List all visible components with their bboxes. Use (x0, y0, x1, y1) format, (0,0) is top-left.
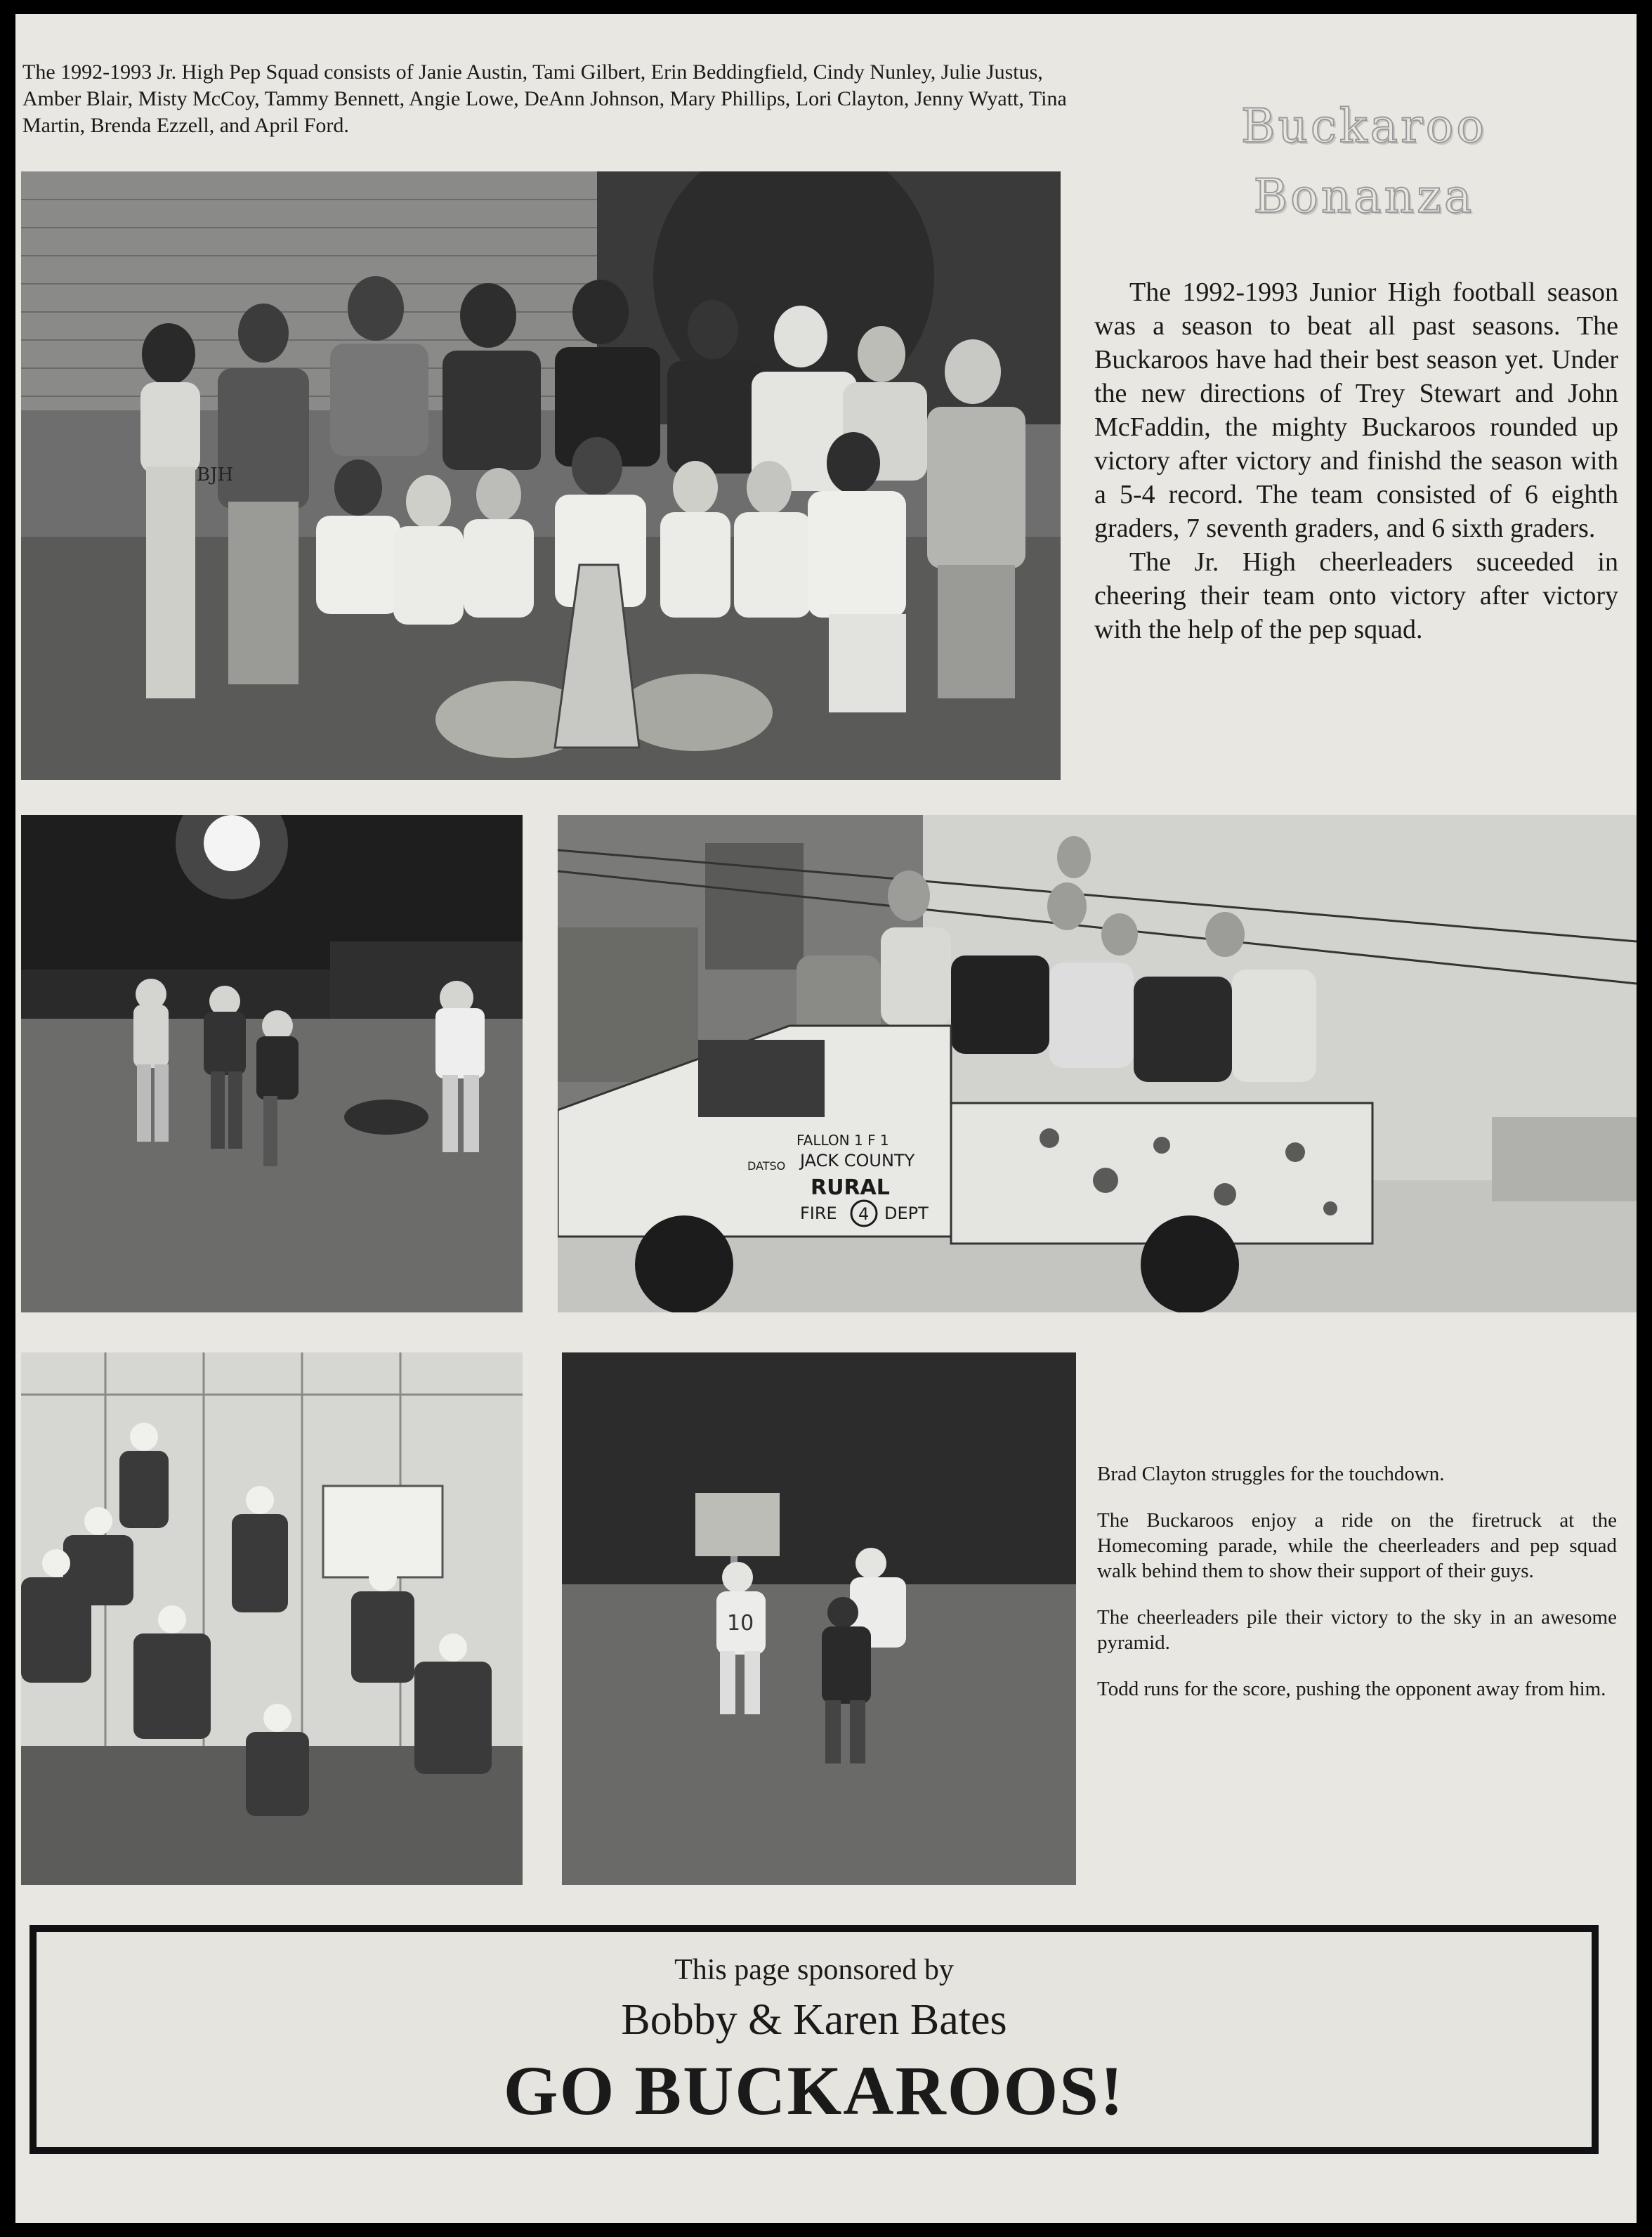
truck-brand: DATSO (747, 1159, 786, 1173)
page-title (1153, 91, 1575, 232)
title-line-1: Buckaroo (1240, 99, 1488, 153)
sponsor-intro: This page sponsored by (674, 1954, 954, 1986)
truck-text-1: FALLON 1 F 1 (796, 1132, 889, 1149)
shirt-letters: BJH (197, 464, 234, 485)
photo-captions (1097, 1461, 1617, 1723)
story-paragraph-2: The Jr. High cheerleaders suceeded in cheering their team onto victory after victory with the help of the pep squad. (1094, 547, 1618, 644)
caption-2: The Buckaroos enjoy a ride on the firetruck at the Homecoming parade, while the cheerleaders and pep squad walk behind them to show their support of their guys. (1097, 1509, 1617, 1582)
football-run-photo (562, 1352, 1076, 1885)
pep-squad-caption: The 1992-1993 Jr. High Pep Squad consists of Janie Austin, Tami Gilbert, Erin Beddingfield, Cindy Nunley, Julie Justus, Amber Blair, Misty McCoy, Tammy Bennett, Angie Lowe, DeAnn Johnson, Mary Phillips, Lori Clayton, Jenny Wyatt, Tina Martin, Brenda Ezzell, and April Ford. (22, 60, 1067, 137)
truck-text-4: FIRE (800, 1204, 837, 1223)
truck-text-5: DEPT (884, 1204, 929, 1223)
truck-text-2: JACK COUNTY (800, 1151, 915, 1170)
sponsor-box (29, 1925, 1599, 2154)
yearbook-page (15, 14, 1637, 2223)
firetruck-photo (558, 815, 1637, 1312)
story-text (1094, 275, 1618, 646)
jersey-number: 10 (727, 1611, 754, 1636)
sponsor-slogan: GO BUCKAROOS! (503, 2052, 1125, 2130)
caption-3: The cheerleaders pile their victory to the sky in an awesome pyramid. (1097, 1606, 1617, 1654)
truck-text-number: 4 (858, 1204, 870, 1224)
caption-1: Brad Clayton struggles for the touchdown. (1097, 1463, 1445, 1485)
sponsor-name: Bobby & Karen Bates (621, 1996, 1007, 2044)
caption-4: Todd runs for the score, pushing the opponent away from him. (1097, 1678, 1606, 1700)
title-line-2: Bonanza (1253, 169, 1475, 223)
story-paragraph-1: The 1992-1993 Junior High football season was a season to beat all past seasons. The Buckaroos have had their best season yet. Under the new directions of Trey Stewart and John McFaddin, the mighty Buckaroos rounded up victory after victory and finishd the season with a 5-4 record. The team consisted of 6 eighth graders, 7 seventh graders, and 6 sixth graders. (1094, 278, 1618, 543)
pep-squad-photo (21, 171, 1061, 780)
football-night-photo (21, 815, 523, 1312)
truck-text-3: RURAL (811, 1175, 890, 1200)
cheerleader-pyramid-photo (21, 1352, 523, 1885)
